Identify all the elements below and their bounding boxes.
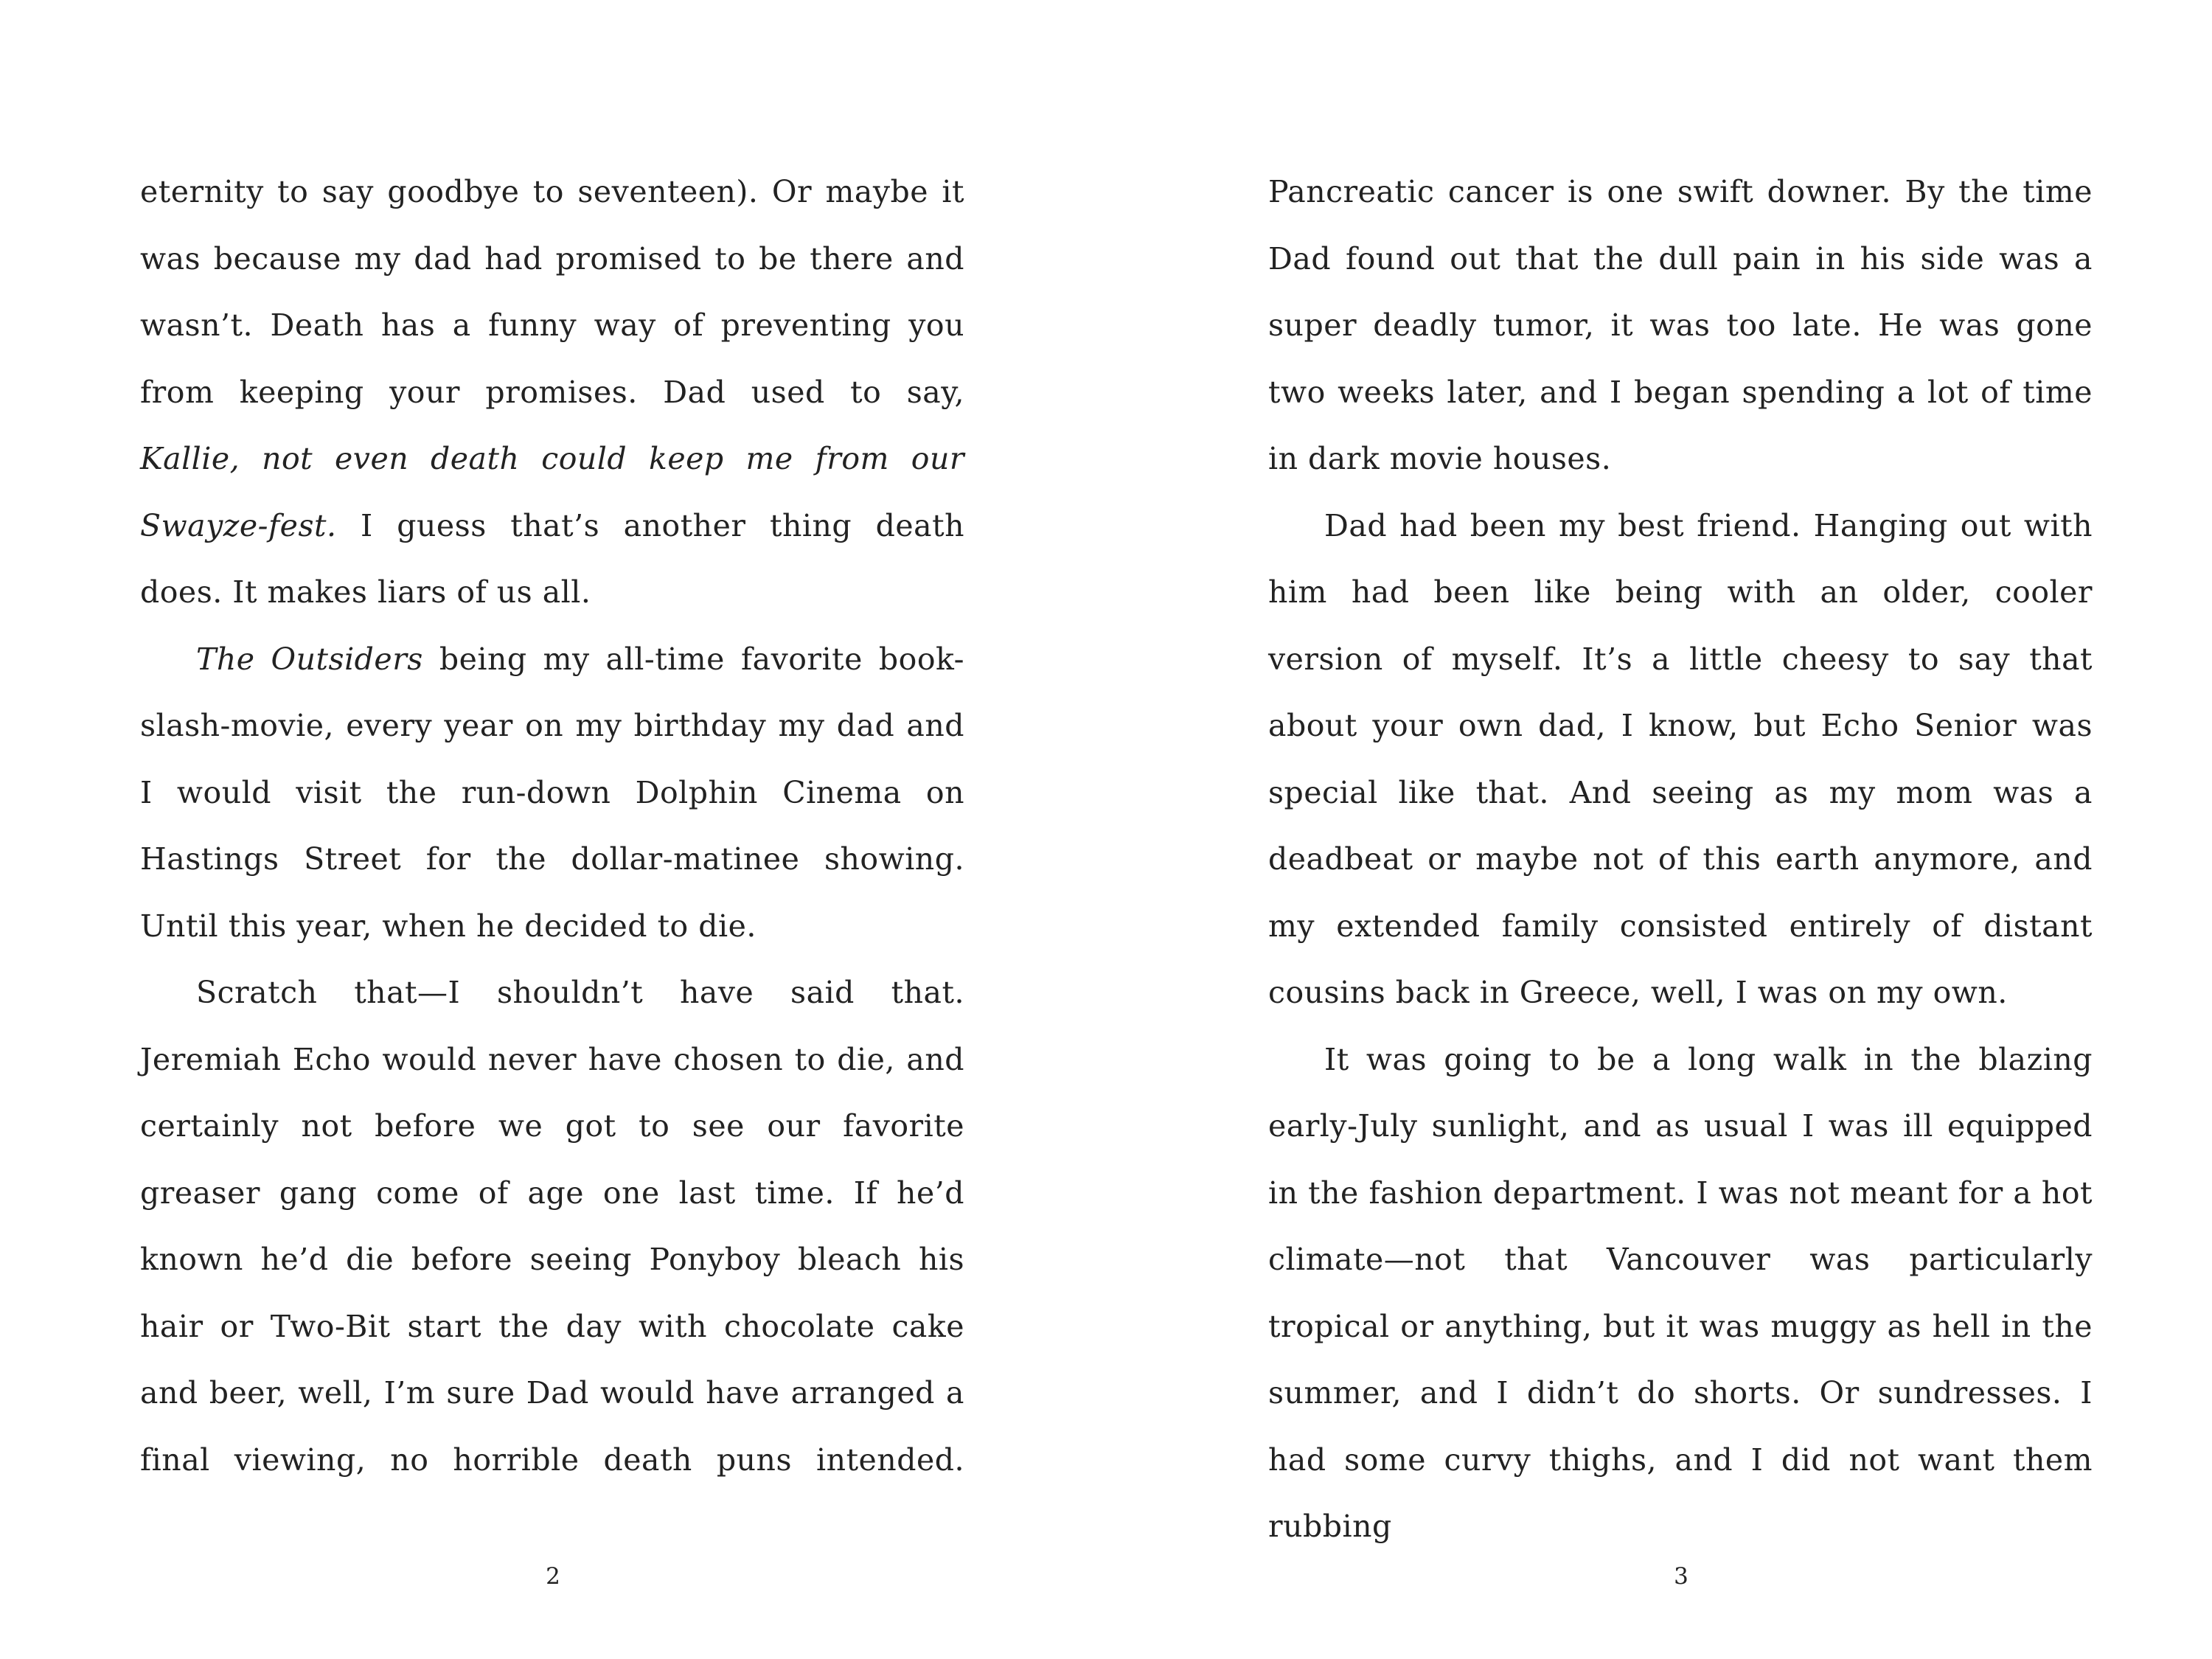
text-segment: I guess that’s another thing death does. It makes liars of us all. [140,507,964,610]
italic-text-segment: Kallie, not even death could keep me from our Swayze-fest. [140,441,964,543]
text-segment: Pancreatic cancer is one swift downer. By the time Dad found out that the dull pain in his side was a super deadly tumor, it was too late. He was gone two weeks later, and I began spending a lot of time in dark movie houses. [1268,174,2093,476]
text-segment: eternity to say goodbye to seventeen). Or maybe it was because my dad had promised to be there and wasn’t. Death has a funny way of preventing you from keeping your promises. Dad used to say, [140,174,964,410]
text-segment: It was going to be a long walk in the blazing early-July sunlight, and as usual I was ill equipped in the fashion department. I was not meant for a hot climate—not that Vancouver was particularly tropical or anything, but it was muggy as hell in the summer, and I didn’t do shorts. Or sundresses. I had some curvy thighs, and I did not want them rubbing [1268,1041,2093,1544]
italic-text-segment: The Outsiders [196,641,423,677]
paragraph [140,159,964,626]
paragraph [140,959,964,1493]
text-segment: Scratch that—I shouldn’t have said that. Jeremiah Echo would never have chosen to die, and certainly not before we got to see our favorite greaser gang come of age one last time. If he’d known he’d die before seeing Ponyboy bleach his hair or Two-Bit start the day with chocolate cake and beer, well, I’m sure Dad would have arranged a final viewing, no horrible death puns intended. [140,975,964,1478]
paragraph [140,626,964,960]
page-number: 3 [1674,1563,1688,1590]
text-segment: Dad had been my best friend. Hanging out with him had been like being with an older, cooler version of myself. It’s a little cheesy to say that about your own dad, I know, but Echo Senior was special like that. And seeing as my mom was a deadbeat or maybe not of this earth anymore, and my extended family consisted entirely of distant cousins back in Greece, well, I was on my own. [1268,507,2093,1010]
left-page [140,159,964,1493]
paragraph [1268,159,2093,493]
paragraph [1268,1026,2093,1560]
text-segment: being my all-time favorite book-slash-movie, every year on my birthday my dad and I would visit the run-down Dolphin Cinema on Hastings Street for the dollar-matinee showing. Until this year, when he decided to die. [140,641,964,944]
right-page [1268,159,2093,1560]
paragraph [1268,493,2093,1026]
page-number: 2 [546,1563,560,1590]
